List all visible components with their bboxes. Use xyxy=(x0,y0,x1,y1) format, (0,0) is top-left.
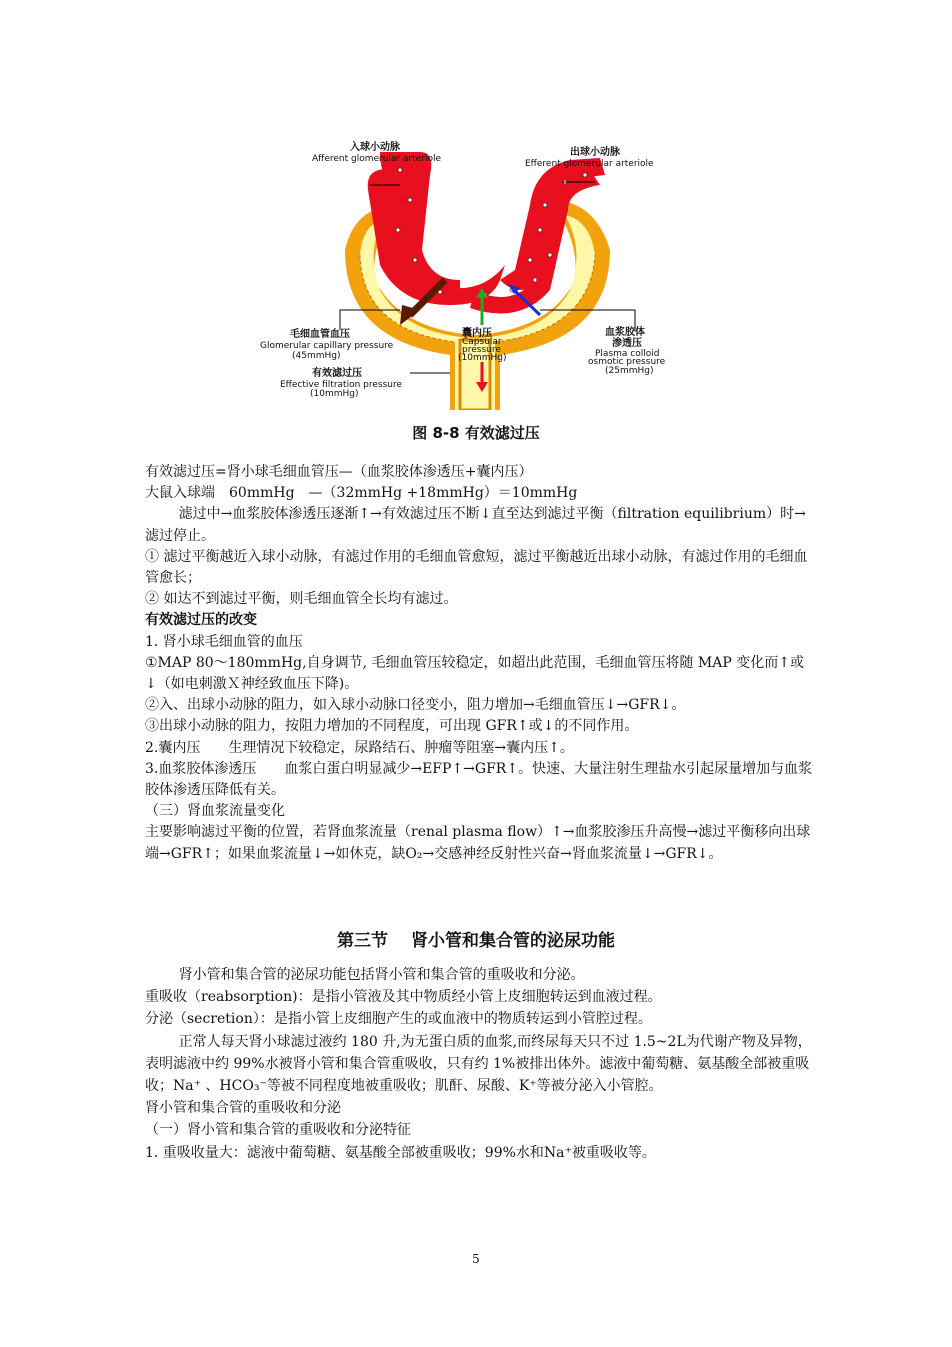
filtration-equilibrium-para: 滤过中→血浆胶体渗透压逐渐↑→有效滤过压不断↓直至达到滤过平衡（filtration equilibrium）时→滤过停止。 xyxy=(145,506,806,544)
item-1b: ②入、出球小动脉的阻力，如入球小动脉口径变小，阻力增加→毛细血管压↓→GFR↓。 xyxy=(145,697,686,714)
figure-caption: 图 8-8 有效滤过压 xyxy=(412,424,540,442)
oncotic-label-cn1: 血浆胶体 xyxy=(605,327,645,338)
point-2: ② 如达不到滤过平衡，则毛细血管全长均有滤过。 xyxy=(145,591,458,608)
subheading: 有效滤过压的改变 xyxy=(145,612,257,629)
efferent-label-en: Efferent glomerular arteriole xyxy=(525,159,654,169)
gfr-para: 正常人每天肾小球滤过液约 180 升,为无蛋白质的血浆,而终尿每天只不过 1.5~2L为代谢产物及异物，表明滤液中约 99%水被肾小管和集合管重吸收，只有约 1%被排出体外。滤液中葡萄糖、氨基酸全部被重吸收；Na⁺ 、HCO₃⁻等被不同程度地被重吸收；肌酐、尿酸、K⁺等被分泌入小管腔。 xyxy=(145,1033,812,1095)
oncotic-label-val: (25mmHg) xyxy=(605,366,654,376)
rat-example-line: 大鼠入球端 60mmHg —（32mmHg +18mmHg）＝10mmHg xyxy=(145,485,578,502)
effective-label-en: Effective filtration pressure xyxy=(280,380,403,390)
oncotic-label-en1: Plasma colloid xyxy=(595,349,660,359)
capillary-label-en: Glomerular capillary pressure xyxy=(260,341,394,351)
effective-label-cn: 有效滤过压 xyxy=(312,368,362,379)
item-1c: ③出球小动脉的阻力，按阻力增加的不同程度，可出现 GFR↑或↓的不同作用。 xyxy=(145,718,639,735)
subheading-2: 肾小管和集合管的重吸收和分泌 xyxy=(145,1100,341,1117)
point-1: ① 滤过平衡越近入球小动脉，有滤过作用的毛细血管愈短，滤过平衡越近出球小动脉，有滤过作用的毛细血管愈长； xyxy=(145,548,808,587)
effective-label-val: (10mmHg) xyxy=(310,389,359,399)
subsection-3: （三）肾血浆流量变化 xyxy=(145,803,285,820)
item-3: 3.血浆胶体渗透压 血浆白蛋白明显减少→EFP↑→GFR↑。快速、大量注射生理盐水引起尿量增加与血浆胶体渗透压降低有关。 xyxy=(145,760,813,799)
oncotic-label-en2: osmotic pressure xyxy=(588,357,666,367)
capillary-label-cn: 毛细血管血压 xyxy=(290,329,350,340)
page-number: 5 xyxy=(472,1252,480,1266)
reabsorption-def: 重吸收（reabsorption)：是指小管液及其中物质经小管上皮细胞转运到血液过程。 xyxy=(145,989,662,1006)
oncotic-label-cn2: 渗透压 xyxy=(612,338,642,349)
glomerulus-diagram xyxy=(250,130,700,410)
renal-plasma-flow-para: 主要影响滤过平衡的位置，若肾血浆流量（renal plasma flow）↑→血浆胶渗压升高慢→滤过平衡移向出球端→GFR↑；如果血浆流量↓→如休克，缺O₂→交感神经反射性兴奋→肾血浆流量↓→GFR↓。 xyxy=(145,824,811,862)
capillary-label-val: (45mmHg) xyxy=(292,351,341,361)
capsular-label-val: (10mmHg) xyxy=(458,353,507,363)
capsular-label-cn: 囊内压 xyxy=(462,328,492,339)
capsular-label-en1: Capsular xyxy=(462,337,502,347)
intro-para: 肾小管和集合管的泌尿功能包括肾小管和集合管的重吸收和分泌。 xyxy=(178,967,585,983)
section-title: 第三节 肾小管和集合管的泌尿功能 xyxy=(337,931,615,951)
capsular-label-en2: pressure xyxy=(462,345,501,355)
afferent-label-en: Afferent glomerular arteriole xyxy=(312,154,442,164)
section-text xyxy=(145,462,813,865)
item-1: 1. 肾小球毛细血管的血压 xyxy=(145,633,303,650)
feature-1: 1. 重吸收量大：滤液中葡萄糖、氨基酸全部被重吸收；99%水和Na⁺被重吸收等。 xyxy=(145,1144,656,1161)
efferent-label-cn: 出球小动脉 xyxy=(570,147,620,158)
secretion-def: 分泌（secretion）：是指小管上皮细胞产生的或血液中的物质转运到小管腔过程。 xyxy=(145,1011,652,1028)
formula-line: 有效滤过压=肾小球毛细血管压—（血浆胶体渗透压+囊内压） xyxy=(145,464,533,480)
afferent-label-cn: 入球小动脉 xyxy=(350,142,400,153)
section-3-text xyxy=(145,964,813,1164)
item-1a: ①MAP 80～180mmHg,自身调节, 毛细血管压较稳定，如超出此范围，毛细血管压将随 MAP 变化而↑或↓（如电刺激Ｘ神经致血压下降)。 xyxy=(145,654,804,693)
subsection-1: （一）肾小管和集合管的重吸收和分泌特征 xyxy=(145,1122,411,1139)
item-2: 2.囊内压 生理情况下较稳定，尿路结石、肿瘤等阻塞→囊内压↑。 xyxy=(145,739,574,756)
